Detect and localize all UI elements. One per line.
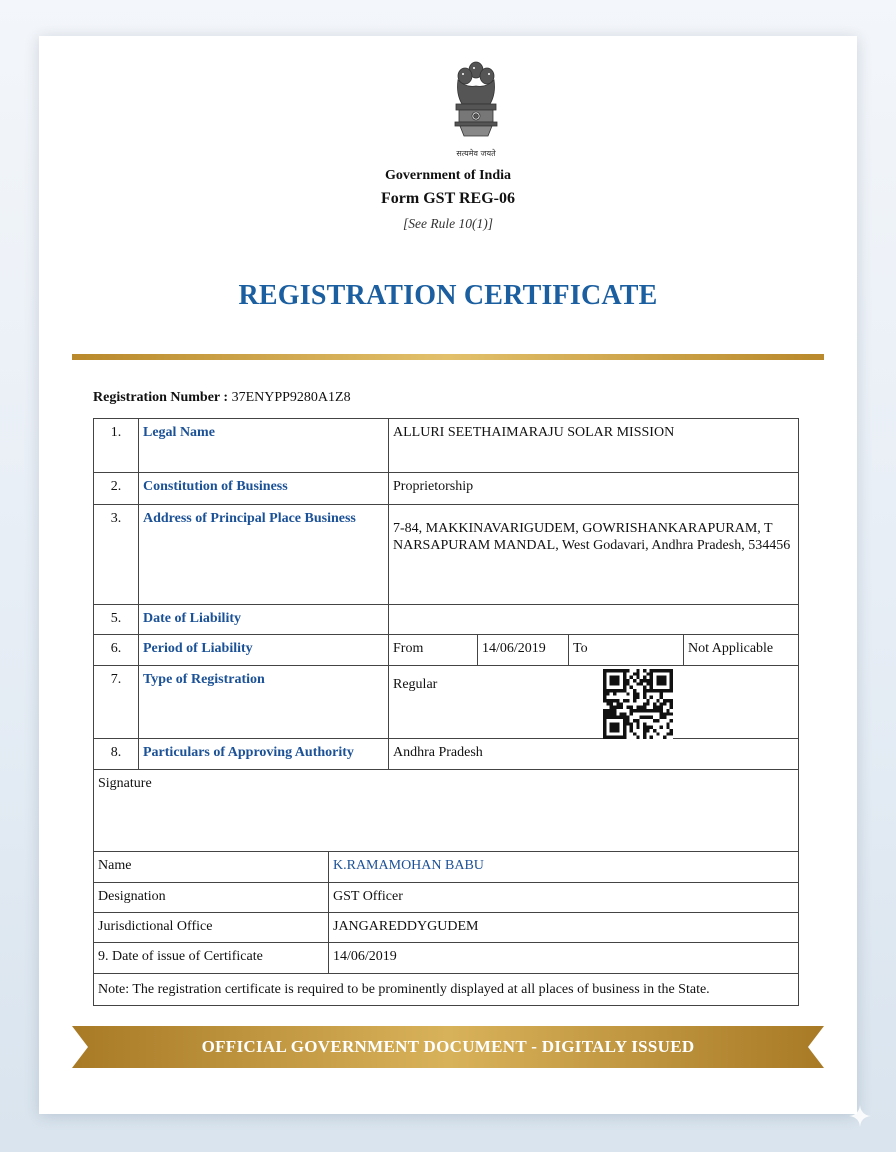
ribbon-text: OFFICIAL GOVERNMENT DOCUMENT - DIGITALY ISSUED: [201, 1037, 695, 1056]
rule-reference: [See Rule 10(1)]: [403, 216, 493, 231]
emblem-motto: सत्यमेव जयते: [456, 149, 496, 158]
legal-name-value: ALLURI SEETHAIMARAJU SOLAR MISSION: [388, 418, 799, 473]
constitution-value: Proprietorship: [388, 472, 799, 505]
address-value: 7-84, MAKKINAVARIGUDEM, GOWRISHANKARAPURAM, T NARSAPURAM MANDAL, West Godavari, Andhra Pradesh, 534456: [388, 504, 799, 605]
row-number: 5.: [93, 604, 139, 635]
row-number: 6.: [93, 634, 139, 666]
certificate-table: [93, 418, 799, 1006]
registration-number: [93, 390, 351, 406]
office-value: JANGAREDDYGUDEM: [328, 912, 799, 943]
period-from-label: From: [388, 634, 478, 666]
period-to-label: To: [568, 634, 684, 666]
national-emblem-icon: [444, 54, 508, 166]
office-label: Jurisdictional Office: [93, 912, 329, 943]
certificate-sheet: [39, 36, 857, 1114]
period-from-value: 14/06/2019: [477, 634, 569, 666]
qr-code-icon: [603, 669, 673, 739]
designation-label: Designation: [93, 882, 329, 913]
approving-authority-value: Andhra Pradesh: [388, 738, 799, 770]
period-of-liability-label: Period of Liability: [138, 634, 389, 666]
official-ribbon: [72, 1026, 824, 1068]
registration-number-value: 37ENYPP9280A1Z8: [231, 390, 351, 405]
government-heading: Government of India: [385, 168, 511, 183]
registration-number-label: Registration Number :: [93, 390, 229, 405]
constitution-label: Constitution of Business: [138, 472, 389, 505]
name-label: Name: [93, 851, 329, 883]
row-number: 2.: [93, 472, 139, 505]
date-of-liability-value: [388, 604, 799, 635]
row-number: 1.: [93, 418, 139, 473]
form-heading: Form GST REG-06: [381, 190, 515, 207]
row-number: 3.: [93, 504, 139, 605]
issue-date-label: 9. Date of issue of Certificate: [93, 942, 329, 974]
sparkle-icon: [848, 1104, 872, 1128]
certificate-note: Note: The registration certificate is required to be prominently displayed at all places of business in the State.: [93, 973, 799, 1006]
gold-divider: [72, 354, 824, 360]
issue-date-value: 14/06/2019: [328, 942, 799, 974]
row-number: 7.: [93, 665, 139, 739]
date-of-liability-label: Date of Liability: [138, 604, 389, 635]
registration-type-value: Regular: [388, 665, 799, 739]
period-to-value: Not Applicable: [683, 634, 799, 666]
officer-name-value: K.RAMAMOHAN BABU: [328, 851, 799, 883]
signature-box: Signature: [93, 769, 799, 852]
approving-authority-label: Particulars of Approving Authority: [138, 738, 389, 770]
registration-type-label: Type of Registration: [138, 665, 389, 739]
designation-value: GST Officer: [328, 882, 799, 913]
legal-name-label: Legal Name: [138, 418, 389, 473]
address-label: Address of Principal Place Business: [138, 504, 389, 605]
certificate-title: REGISTRATION CERTIFICATE: [238, 280, 658, 311]
row-number: 8.: [93, 738, 139, 770]
